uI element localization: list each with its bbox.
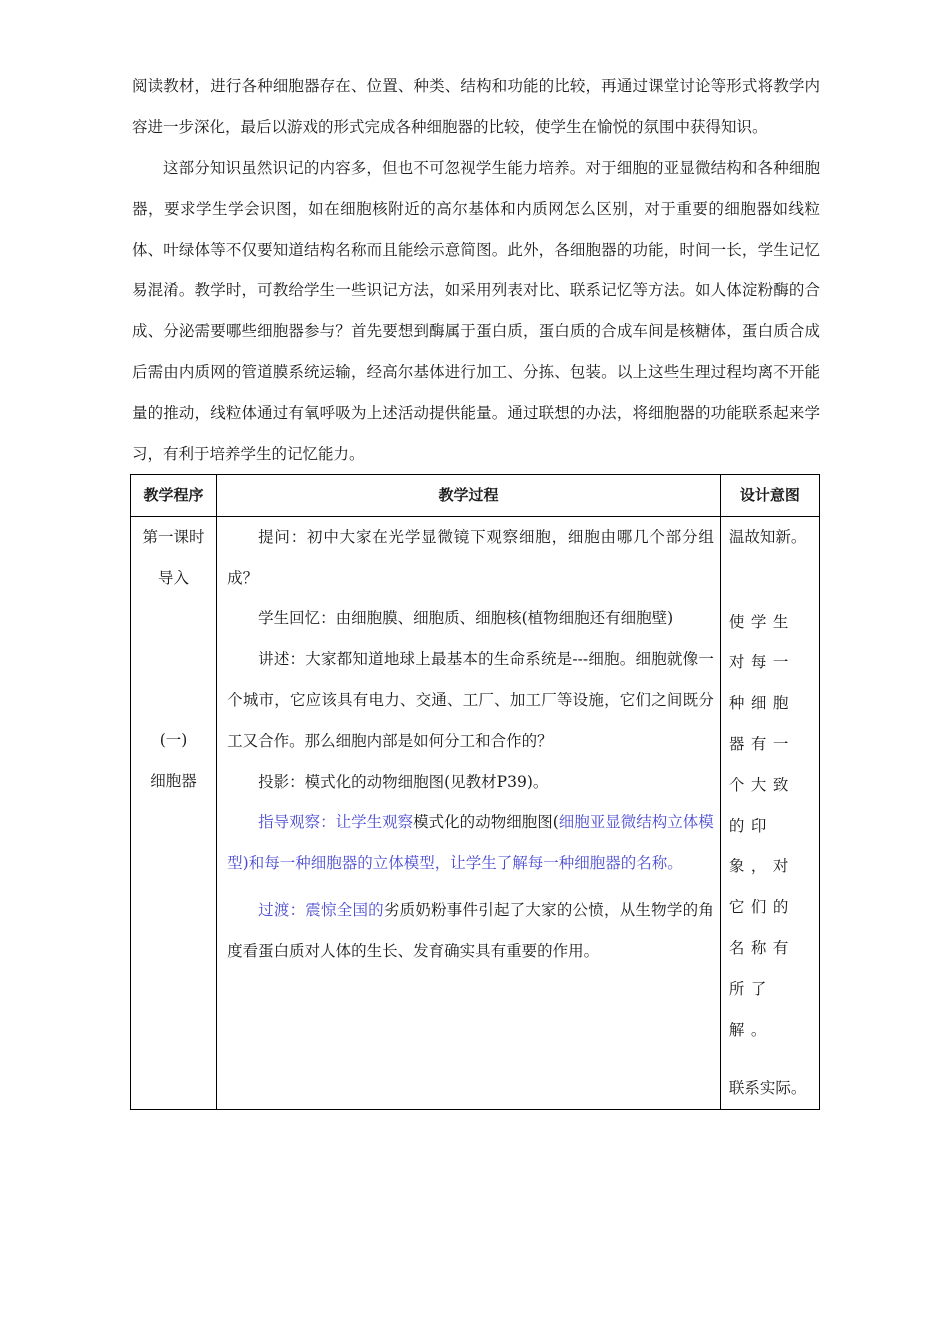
transition-text: 劣质奶粉事件引起了大家的公愤，从生物学的角度看蛋白质对人体的生长、发育确实具有重要的作用。 (227, 900, 714, 960)
header-intent: 设计意图 (720, 475, 819, 517)
process-transition (227, 890, 714, 972)
transition-label-2: 渡：震惊全国的 (273, 900, 384, 919)
procedure-intro: 导入 (158, 568, 190, 587)
process-guide (227, 802, 714, 884)
process-cell (217, 516, 721, 1109)
header-procedure: 教学程序 (131, 475, 217, 517)
guide-text-1: 模式化的动物细胞图( (413, 813, 559, 832)
lesson-plan-table (130, 474, 820, 1110)
intent-impression: 使学生对每一种细胞器有一个大致的印象，对它们的名称有所了解。 (728, 612, 795, 1039)
intro-paragraph-2: 这部分知识虽然识记的内容多，但也不可忽视学生能力培养。对于细胞的亚显微结构和各种细胞器，要求学生学会识图，如在细胞核附近的高尔基体和内质网怎么区别，对于重要的细胞器如线粒体、叶绿体等不仅要知道结构名称而且能绘示意简图。此外，各细胞器的功能，时间一长，学生记忆易混淆。教学时，可教给学生一些识记方法，如采用列表对比、联系记忆等方法。如人体淀粉酶的合成、分泌需要哪些细胞器参与？首先要想到酶属于蛋白质，蛋白质的合成车间是核糖体，蛋白质合成后需由内质网的管道膜系统运输，经高尔基体进行加工、分拣、包装。以上这些生理过程均离不开能量的推动，线粒体通过有氧呼吸为上述活动提供能量。通过联想的办法，将细胞器的功能联系起来学习，有利于培养学生的记忆能力。 (132, 159, 820, 463)
procedure-section-number: (一) (159, 731, 188, 750)
header-process: 教学过程 (217, 475, 721, 517)
spacer (729, 558, 813, 602)
guide-label: 指导观察：让学生观察 (258, 813, 414, 832)
process-lecture: 讲述：大家都知道地球上最基本的生命系统是---细胞。细胞就像一个城市，它应该具有电力、交通、工厂、加工厂等设施，它们之间既分工又合作。那么细胞内部是如何分工和合作的？ (227, 650, 714, 750)
intent-review: 温故知新。 (728, 527, 807, 546)
intro-paragraph-1: 阅读教材，进行各种细胞器存在、位置、种类、结构和功能的比较，再通过课堂讨论等形式将教学内容进一步深化，最后以游戏的形式完成各种细胞器的比较，使学生在愉悦的氛围中获得知识。 (132, 77, 820, 136)
procedure-section-title: 细胞器 (150, 772, 197, 791)
guide-text-2: )和每一种细胞器的立体模型，让学生了解每一种细胞器的名称。 (242, 854, 683, 873)
spacer (227, 972, 714, 978)
procedure-lesson: 第一课时 (142, 527, 205, 546)
intent-cell (720, 516, 819, 1109)
spacer (729, 1050, 813, 1068)
table-row (131, 516, 820, 1109)
transition-label-1: 过 (258, 900, 274, 919)
procedure-cell (131, 516, 217, 1109)
process-recall: 学生回忆：由细胞膜、细胞质、细胞核(植物细胞还有细胞壁) (258, 609, 674, 628)
intent-practice: 联系实际。 (728, 1079, 807, 1098)
table-header-row (131, 475, 820, 517)
spacer (131, 598, 216, 720)
guide-model: 细胞亚显微结构立体模型 (227, 813, 714, 873)
process-projection: 投影：模式化的动物细胞图(见教材P39)。 (258, 772, 549, 791)
process-question: 提问：初中大家在光学显微镜下观察细胞，细胞由哪几个部分组成？ (227, 527, 714, 587)
